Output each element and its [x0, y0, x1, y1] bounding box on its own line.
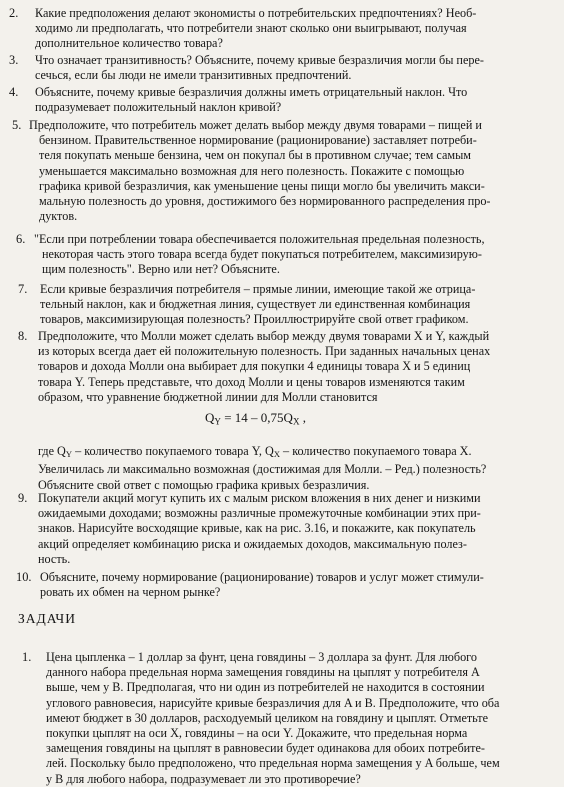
question-number: 5.: [12, 118, 22, 132]
task-line: у B для любого набора, подразумевает ли это противоречие?: [46, 771, 361, 786]
question-number: 4.: [9, 85, 19, 99]
question-line: из которых всегда дает ей положительную полезность. При заданных начальных ценах: [38, 344, 491, 359]
question-line: некоторая часть этого товара всегда будет покупаться потребителем, максимизирую-: [42, 247, 482, 262]
question-line: Если кривые безразличия потребителя – прямые линии, имеющие такой же отрица-: [40, 282, 476, 296]
task-line: лей. Поскольку было предположено, что предельная норма замещения у A больше, чем: [46, 756, 500, 771]
question-number: 9.: [18, 491, 28, 505]
task-number: 1.: [22, 650, 32, 664]
question-line: бензином. Правительственное нормирование (рационирование) заставляет потреби-: [39, 133, 477, 148]
question-line: товаров и дохода Молли она выбирает для покупки 4 единицы товара X и 5 единиц: [38, 359, 471, 374]
section-heading: ЗАДАЧИ: [18, 611, 76, 626]
question-number: 6.: [16, 232, 26, 246]
question-line: знаков. Нарисуйте восходящие кривые, как на рис. 3.16, и покажите, как покупатель: [38, 521, 476, 536]
question-line: ожидаемыми доходами; возможны различные промежуточные комбинации этих при-: [38, 506, 481, 521]
question-line: ходимо ли предполагать, что потребители знают сколько они выигрывают, получая: [35, 21, 467, 36]
question-number: 8.: [18, 329, 28, 343]
question-line: дополнительное количество товара?: [35, 36, 223, 51]
task-line: замещения говядины на цыплят в равновесии будет одинакова для обоих потребите-: [46, 741, 485, 756]
question-line: Объясните свой ответ с помощью графика кривых безразличия.: [38, 477, 370, 492]
question-line: Какие предположения делают экономисты о потребительских предпочтениях? Необ-: [35, 6, 477, 20]
question-line: "Если при потреблении товара обеспечивается положительная предельная полезность,: [34, 232, 485, 246]
question-line: образом, что уравнение бюджетной линии для Молли становится: [38, 389, 378, 404]
task-line: углового равновесия, нарисуйте кривые безразличия для A и B. Предположите, что оба: [46, 695, 500, 710]
equation-text: $Q_Y = 14 - 0,75Q_X$ ,: [205, 410, 307, 427]
question-line: тельный наклон, как и бюджетная линия, существует ли единственная комбинация: [40, 297, 471, 312]
question-line: товара Y. Теперь представьте, что доход Молли и цены товаров изменяются таким: [38, 374, 465, 389]
question-line: мальную полезность до уровня, достижимого без нормированного распределения про-: [39, 194, 491, 209]
question-number: 10.: [16, 570, 32, 584]
question-line: Покупатели акций могут купить их с малым риском вложения в них денег и низкими: [38, 491, 481, 505]
question-line: товаров, максимизирующая полезность? Проиллюстрируйте свой ответ графиком.: [40, 312, 469, 327]
question-line: дуктов.: [39, 209, 78, 224]
question-line: щим полезность". Верно или нет? Объясните.: [42, 262, 280, 277]
task-line: имеют бюджет в 30 долларов, расходуемый целиком на говядину и цыплят. Отметьте: [46, 710, 489, 725]
question-number: 3.: [9, 53, 19, 67]
question-number: 7.: [18, 282, 28, 296]
question-line: теля покупать меньше бензина, чем он покупал бы в противном случае; тем самым: [39, 148, 472, 163]
question-line: Объясните, почему кривые безразличия должны иметь отрицательный наклон. Что: [35, 85, 468, 99]
question-line: ровать их обмен на черном рынке?: [40, 585, 221, 600]
question-line: подразумевает положительный наклон кривой?: [35, 100, 282, 115]
question-line: Предположите, что потребитель может делать выбор между двумя товарами – пищей и: [29, 118, 482, 132]
task-line: Цена цыпленка – 1 доллар за фунт, цена говядины – 3 доллара за фунт. Для любого: [46, 650, 477, 664]
question-number: 2.: [9, 6, 19, 20]
question-line: где $Q_Y$ – количество покупаемого товара Y, $Q_X$ – количество покупаемого товара X.: [38, 444, 472, 460]
question-line: Что означает транзитивность? Объясните, почему кривые безразличия могли бы пере-: [35, 53, 484, 67]
question-line: Предположите, что Молли может сделать выбор между двумя товарами X и Y, каждый: [38, 329, 490, 343]
question-line: Объясните, почему нормирование (рационирование) товаров и услуг может стимули-: [40, 570, 484, 584]
question-line: сечься, если бы люди не имели транзитивных предпочтений.: [35, 68, 352, 83]
question-line: Увеличилась ли максимально возможная (достижимая для Молли. – Ред.) полезность?: [38, 462, 487, 477]
question-line: акций определяет комбинацию риска и ожидаемых доходов, максимальную полез-: [38, 536, 467, 551]
question-line: ность.: [38, 551, 71, 566]
question-line: графика кривой безразличия, как уменьшение цены пищи могло бы увеличить макси-: [39, 178, 485, 193]
question-line: уменьшается максимально возможная для него полезность. Покажите с помощью: [39, 163, 465, 178]
task-line: данного набора предельная норма замещения говядины на цыплят у потребителя A: [46, 665, 480, 680]
task-line: выше, чем у B. Предполагая, что ни один из потребителей не находится в состоянии: [46, 680, 485, 695]
budget-line-equation: [205, 410, 306, 426]
task-line: покупки цыплят на оси X, говядины – на оси Y. Докажите, что предельная норма: [46, 726, 468, 741]
